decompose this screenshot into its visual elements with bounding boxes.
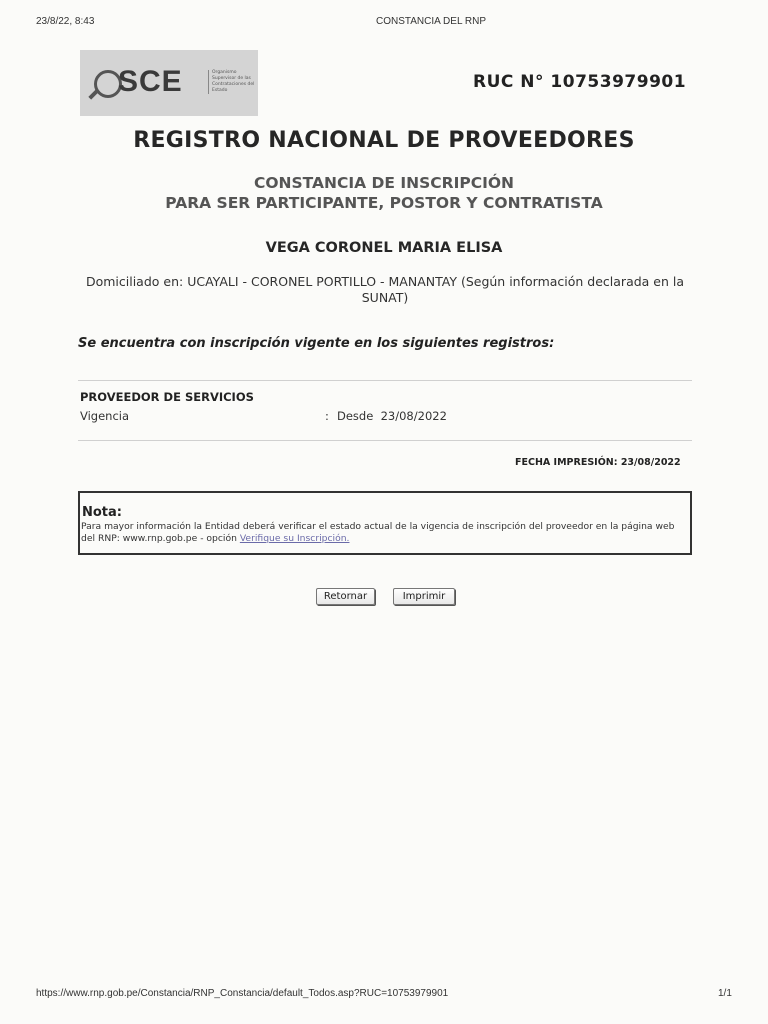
print-date: 23/8/22, 8:43	[36, 16, 95, 27]
nota-title: Nota:	[82, 505, 122, 520]
fecha-impresion: FECHA IMPRESIÓN: 23/08/2022	[515, 457, 681, 468]
imprimir-button[interactable]: Imprimir	[393, 588, 455, 605]
page-title: REGISTRO NACIONAL DE PROVEEDORES	[133, 128, 635, 153]
logo-subtext: Organismo Supervisor de las Contrataciones del Estado	[208, 70, 258, 94]
print-page-title: CONSTANCIA DEL RNP	[376, 16, 487, 27]
divider	[78, 440, 692, 441]
print-footer-url: https://www.rnp.gob.pe/Constancia/RNP_Constancia/default_Todos.asp?RUC=10753979901	[36, 988, 449, 999]
subtitle-participante: PARA SER PARTICIPANTE, POSTOR Y CONTRATISTA	[165, 194, 603, 212]
divider	[78, 380, 692, 381]
provider-name: VEGA CORONEL MARIA ELISA	[265, 240, 503, 256]
vigencia-label: Vigencia	[80, 409, 130, 423]
nota-box	[78, 491, 692, 555]
vigencia-value: Desde 23/08/2022	[337, 409, 447, 423]
nota-text: Para mayor información la Entidad deberá verificar el estado actual de la vigencia de inscripción del proveedor en la página web del RNP: www.rnp.gob.pe - opción	[81, 521, 675, 544]
osce-logo	[80, 50, 258, 116]
verifique-inscripcion-link[interactable]: Verifique su Inscripción.	[239, 533, 350, 544]
registros-intro: Se encuentra con inscripción vigente en los siguientes registros:	[78, 336, 555, 351]
ruc-number: RUC N° 10753979901	[473, 72, 687, 92]
vigencia-colon: :	[325, 409, 329, 423]
logo-text: SCE	[118, 65, 183, 98]
registro-type: PROVEEDOR DE SERVICIOS	[80, 390, 254, 404]
retornar-button[interactable]: Retornar	[316, 588, 375, 605]
print-page-number: 1/1	[718, 988, 732, 999]
nota-body	[81, 521, 687, 545]
address: Domiciliado en: UCAYALI - CORONEL PORTILLO - MANANTAY (Según información declarada en la SUNAT)	[85, 274, 685, 305]
subtitle-constancia: CONSTANCIA DE INSCRIPCIÓN	[253, 174, 515, 192]
